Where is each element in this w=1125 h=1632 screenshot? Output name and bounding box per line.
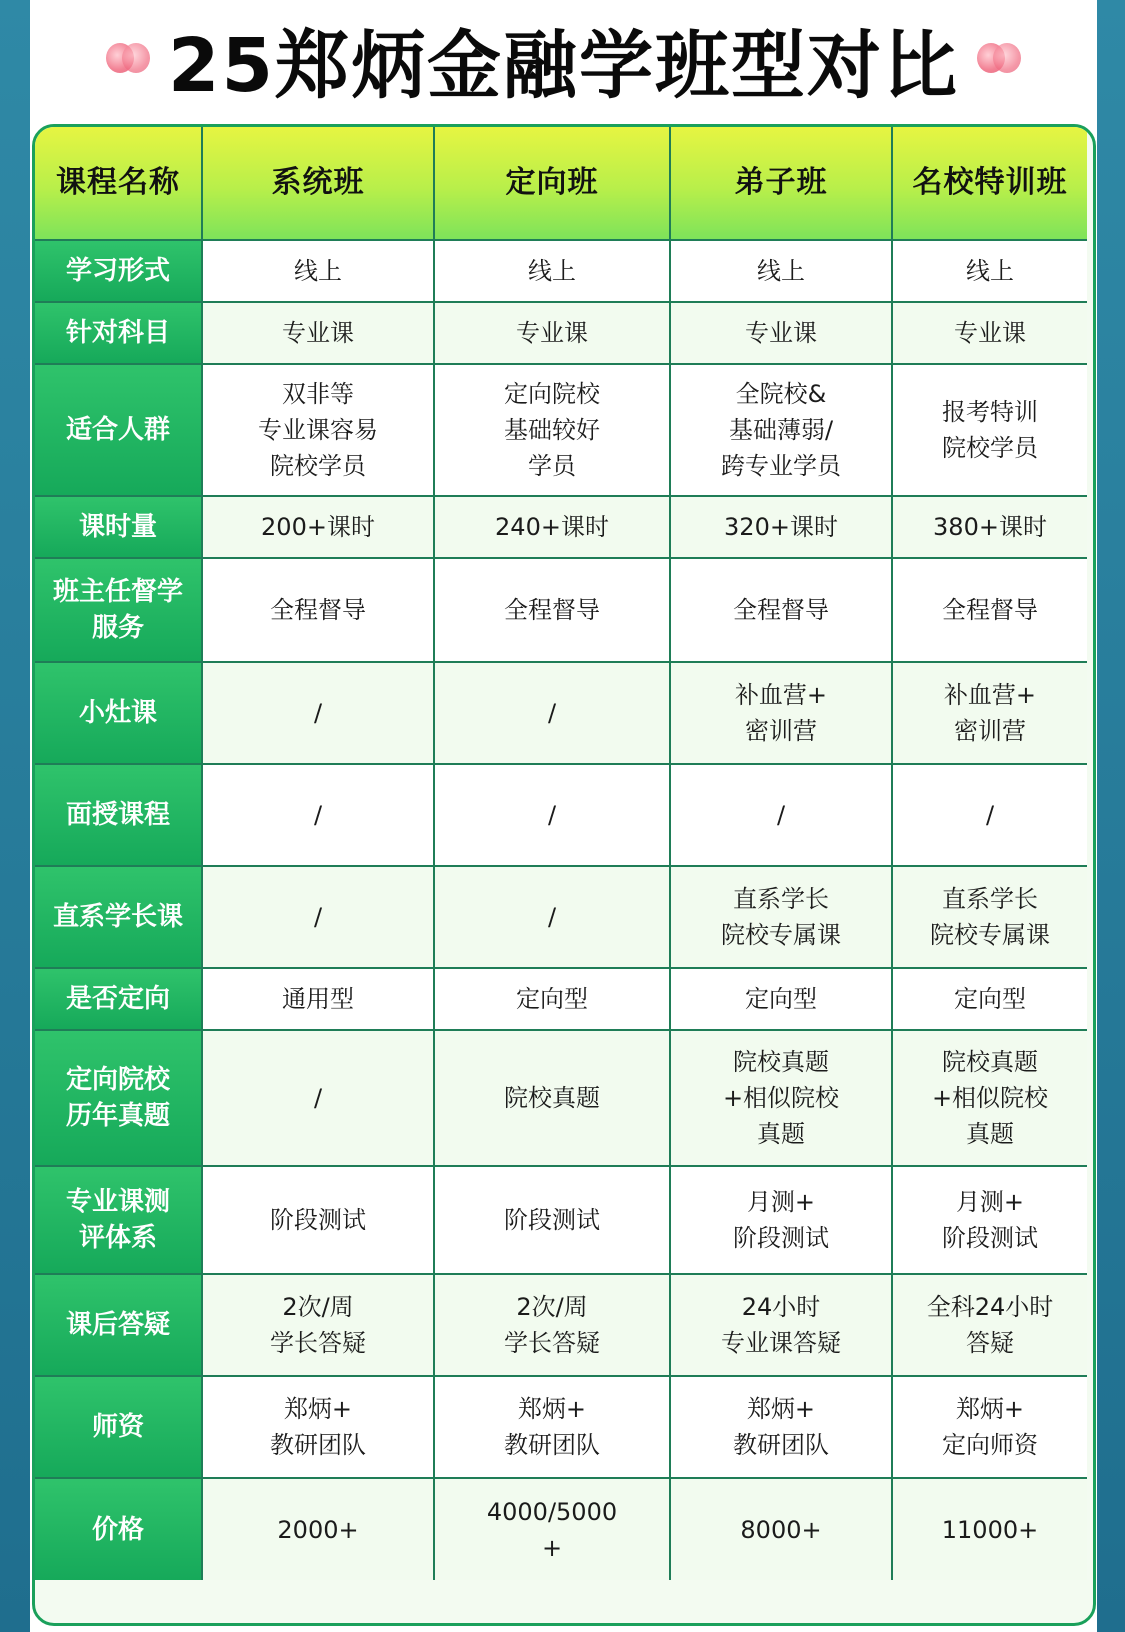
table-cell: 阶段测试	[203, 1167, 435, 1275]
table-cell: 320+课时	[671, 497, 893, 559]
table-cell: 郑炳+ 定向师资	[893, 1377, 1087, 1479]
table-cell: 专业课	[893, 303, 1087, 365]
table-cell: 补血营+ 密训营	[893, 663, 1087, 765]
header-cell-elite-class: 名校特训班	[893, 127, 1087, 241]
table-cell: 线上	[671, 241, 893, 303]
table-cell: /	[203, 1031, 435, 1167]
table-cell: 24小时 专业课答疑	[671, 1275, 893, 1377]
row-label: 专业课测 评体系	[35, 1167, 203, 1275]
table-cell: 全程督导	[203, 559, 435, 663]
table-cell: 200+课时	[203, 497, 435, 559]
row-label: 定向院校 历年真题	[35, 1031, 203, 1167]
table-cell: /	[435, 765, 671, 867]
table-cell: 专业课	[435, 303, 671, 365]
table-cell: 院校真题 +相似院校 真题	[893, 1031, 1087, 1167]
table-cell: 补血营+ 密训营	[671, 663, 893, 765]
table-cell: 院校真题	[435, 1031, 671, 1167]
table-cell: 专业课	[671, 303, 893, 365]
table-cell: 380+课时	[893, 497, 1087, 559]
table-cell: 全程督导	[435, 559, 671, 663]
row-label: 直系学长课	[35, 867, 203, 969]
table-cell: 月测+ 阶段测试	[893, 1167, 1087, 1275]
table-cell: 郑炳+ 教研团队	[435, 1377, 671, 1479]
table-cell: 报考特训 院校学员	[893, 365, 1087, 497]
right-border-strip	[1097, 0, 1125, 1632]
header-cell-course-name: 课程名称	[35, 127, 203, 241]
table-cell: 线上	[203, 241, 435, 303]
table-cell: /	[203, 765, 435, 867]
table-cell: 240+课时	[435, 497, 671, 559]
left-border-strip	[0, 0, 30, 1632]
table-cell: 4000/5000 +	[435, 1479, 671, 1580]
header	[30, 0, 1097, 120]
table-cell: 定向型	[435, 969, 671, 1031]
table-cell: 院校真题 +相似院校 真题	[671, 1031, 893, 1167]
row-label: 小灶课	[35, 663, 203, 765]
row-label: 价格	[35, 1479, 203, 1580]
table-cell: 全程督导	[893, 559, 1087, 663]
table-cell: 线上	[435, 241, 671, 303]
table-cell: 专业课	[203, 303, 435, 365]
table-cell: 双非等 专业课容易 院校学员	[203, 365, 435, 497]
table-cell: 郑炳+ 教研团队	[203, 1377, 435, 1479]
row-label: 面授课程	[35, 765, 203, 867]
comparison-table	[32, 124, 1096, 1626]
table-cell: 通用型	[203, 969, 435, 1031]
table-cell: 郑炳+ 教研团队	[671, 1377, 893, 1479]
heart-decoration-icon	[977, 43, 1021, 77]
table-cell: /	[893, 765, 1087, 867]
table-cell: 直系学长 院校专属课	[671, 867, 893, 969]
table-cell: /	[671, 765, 893, 867]
table-cell: 2次/周 学长答疑	[203, 1275, 435, 1377]
table-cell: 8000+	[671, 1479, 893, 1580]
table-cell: /	[435, 663, 671, 765]
table-cell: 月测+ 阶段测试	[671, 1167, 893, 1275]
table-cell: 定向型	[893, 969, 1087, 1031]
table-cell: /	[203, 867, 435, 969]
row-label: 课时量	[35, 497, 203, 559]
table-cell: 定向型	[671, 969, 893, 1031]
row-label: 班主任督学 服务	[35, 559, 203, 663]
heart-decoration-icon	[106, 43, 150, 77]
table-cell: /	[435, 867, 671, 969]
table-cell: 线上	[893, 241, 1087, 303]
row-label: 课后答疑	[35, 1275, 203, 1377]
header-cell-system-class: 系统班	[203, 127, 435, 241]
table-cell: 全科24小时 答疑	[893, 1275, 1087, 1377]
table-cell: /	[203, 663, 435, 765]
row-label: 学习形式	[35, 241, 203, 303]
header-cell-disciple-class: 弟子班	[671, 127, 893, 241]
header-cell-directed-class: 定向班	[435, 127, 671, 241]
table-cell: 定向院校 基础较好 学员	[435, 365, 671, 497]
table-cell: 全程督导	[671, 559, 893, 663]
row-label: 是否定向	[35, 969, 203, 1031]
comparison-grid	[35, 127, 1093, 1623]
table-cell: 阶段测试	[435, 1167, 671, 1275]
row-label: 针对科目	[35, 303, 203, 365]
page-title: 25郑炳金融学班型对比	[168, 23, 959, 109]
row-label: 师资	[35, 1377, 203, 1479]
table-cell: 11000+	[893, 1479, 1087, 1580]
table-cell: 2次/周 学长答疑	[435, 1275, 671, 1377]
row-label: 适合人群	[35, 365, 203, 497]
table-cell: 直系学长 院校专属课	[893, 867, 1087, 969]
table-cell: 全院校& 基础薄弱/ 跨专业学员	[671, 365, 893, 497]
table-cell: 2000+	[203, 1479, 435, 1580]
